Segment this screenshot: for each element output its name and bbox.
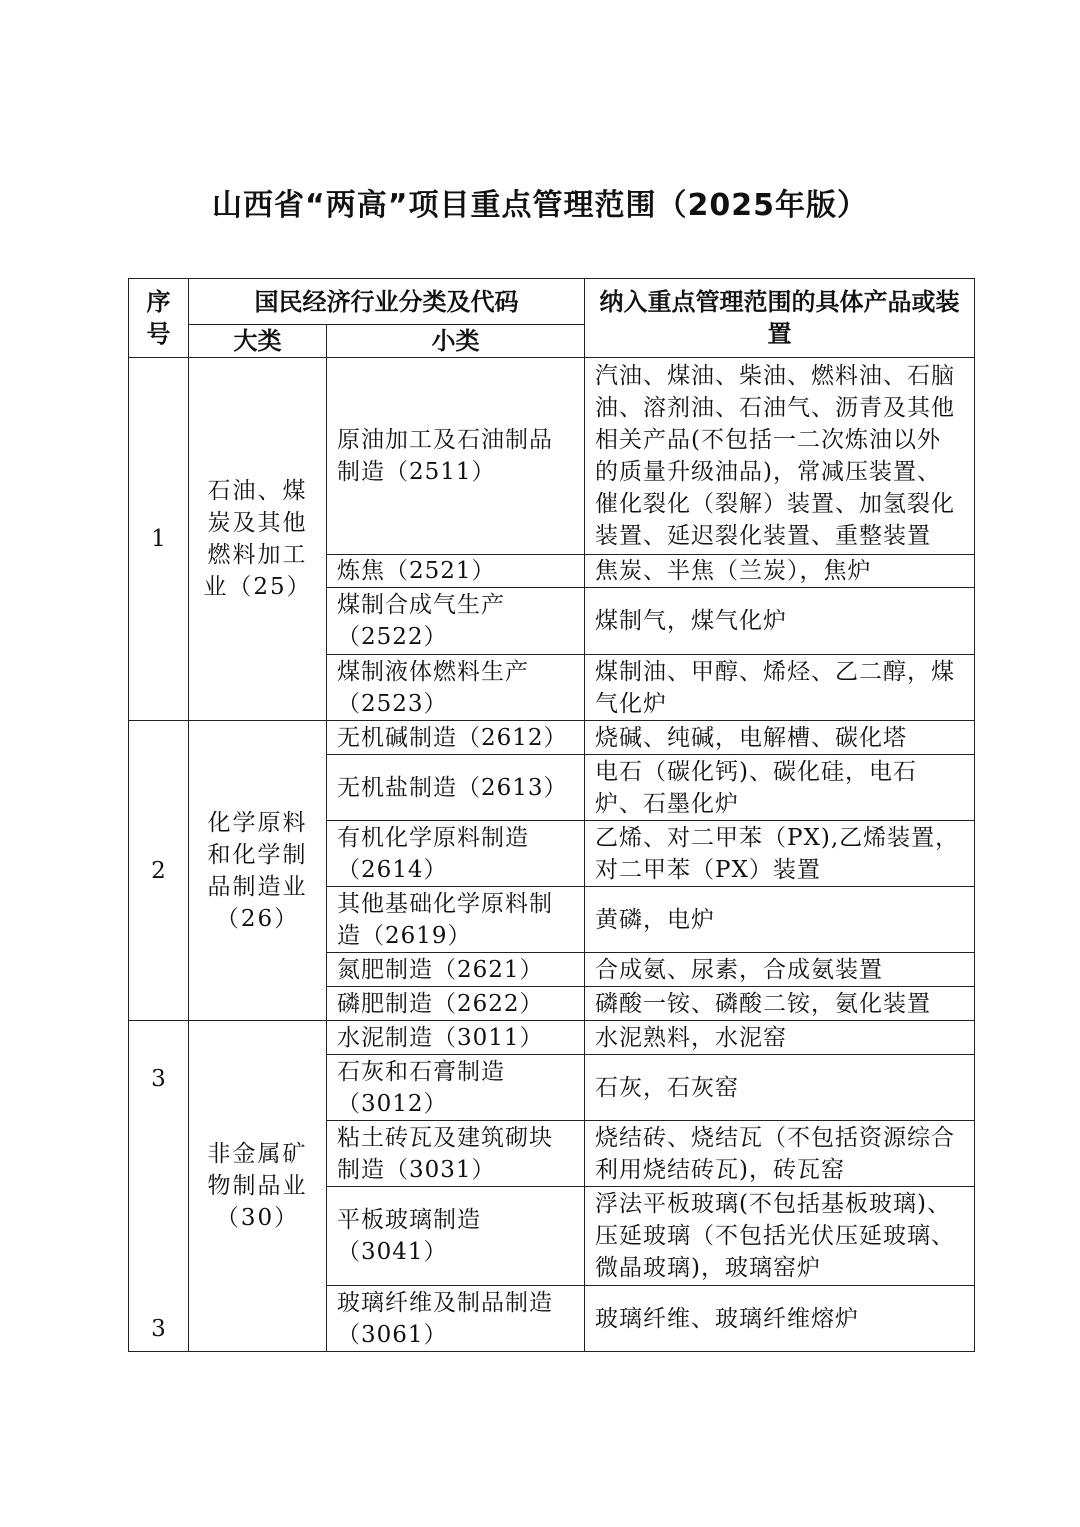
products-cell: 合成氨、尿素，合成氨装置 (585, 953, 975, 987)
page-title: 山西省“两高”项目重点管理范围（2025年版） (212, 188, 868, 223)
subcategory-cell: 无机碱制造（2612） (327, 721, 585, 755)
products-cell: 煤制气，煤气化炉 (585, 588, 975, 655)
subcategory-cell: 煤制液体燃料生产（2523） (327, 655, 585, 721)
subcategory-cell: 炼焦（2521） (327, 555, 585, 588)
products-cell: 石灰，石灰窑 (585, 1055, 975, 1121)
products-cell: 磷酸一铵、磷酸二铵，氨化装置 (585, 987, 975, 1021)
subcategory-cell: 氮肥制造（2621） (327, 953, 585, 987)
products-cell: 电石（碳化钙)、碳化硅，电石炉、石墨化炉 (585, 755, 975, 821)
subcategory-cell: 平板玻璃制造（3041） (327, 1187, 585, 1286)
subcategory-cell: 水泥制造（3011） (327, 1021, 585, 1055)
subcategory-cell: 有机化学原料制造（2614） (327, 821, 585, 887)
scope-table (128, 278, 975, 1352)
products-cell: 水泥熟料，水泥窑 (585, 1021, 975, 1055)
group-category: 石油、煤炭及其他燃料加工业（25） (189, 358, 327, 721)
subcategory-cell: 煤制合成气生产（2522） (327, 588, 585, 655)
subcategory-cell: 磷肥制造（2622） (327, 987, 585, 1021)
subcategory-cell: 石灰和石膏制造（3012） (327, 1055, 585, 1121)
products-cell: 焦炭、半焦（兰炭），焦炉 (585, 555, 975, 588)
group-seq-cell (129, 1021, 189, 1352)
subcategory-cell: 玻璃纤维及制品制造（3061） (327, 1286, 585, 1352)
group-category: 非金属矿物制品业（30） (189, 1021, 327, 1352)
products-cell: 浮法平板玻璃(不包括基板玻璃)、压延玻璃（不包括光伏压延玻璃、微晶玻璃)，玻璃窑炉 (585, 1187, 975, 1286)
products-cell: 烧碱、纯碱，电解槽、碳化塔 (585, 721, 975, 755)
products-cell: 乙烯、对二甲苯（PX),乙烯装置，对二甲苯（PX）装置 (585, 821, 975, 887)
header-major: 大类 (189, 325, 327, 358)
subcategory-cell: 原油加工及石油制品制造（2511） (327, 358, 585, 555)
group-seq: 2 (129, 721, 189, 1021)
header-minor: 小类 (327, 325, 585, 358)
group-seq-repeat: 3 (151, 1316, 166, 1342)
header-products: 纳入重点管理范围的具体产品或装置 (585, 279, 975, 358)
products-cell: 玻璃纤维、玻璃纤维熔炉 (585, 1286, 975, 1352)
subcategory-cell: 粘土砖瓦及建筑砌块制造（3031） (327, 1121, 585, 1187)
header-seq: 序号 (129, 279, 189, 358)
products-cell: 汽油、煤油、柴油、燃料油、石脑油、溶剂油、石油气、沥青及其他相关产品(不包括一二次炼油以外的质量升级油品)，常减压装置、催化裂化（裂解）装置、加氢裂化装置、延迟裂化装置、重整装置 (585, 358, 975, 555)
products-cell: 烧结砖、烧结瓦（不包括资源综合利用烧结砖瓦)，砖瓦窑 (585, 1121, 975, 1187)
subcategory-cell: 无机盐制造（2613） (327, 755, 585, 821)
header-industry: 国民经济行业分类及代码 (189, 279, 585, 325)
subcategory-cell: 其他基础化学原料制造（2619） (327, 887, 585, 953)
products-cell: 煤制油、甲醇、烯烃、乙二醇，煤气化炉 (585, 655, 975, 721)
products-cell: 黄磷，电炉 (585, 887, 975, 953)
group-seq: 3 (151, 1066, 166, 1092)
group-seq: 1 (129, 358, 189, 721)
group-category: 化学原料和化学制品制造业（26） (189, 721, 327, 1021)
